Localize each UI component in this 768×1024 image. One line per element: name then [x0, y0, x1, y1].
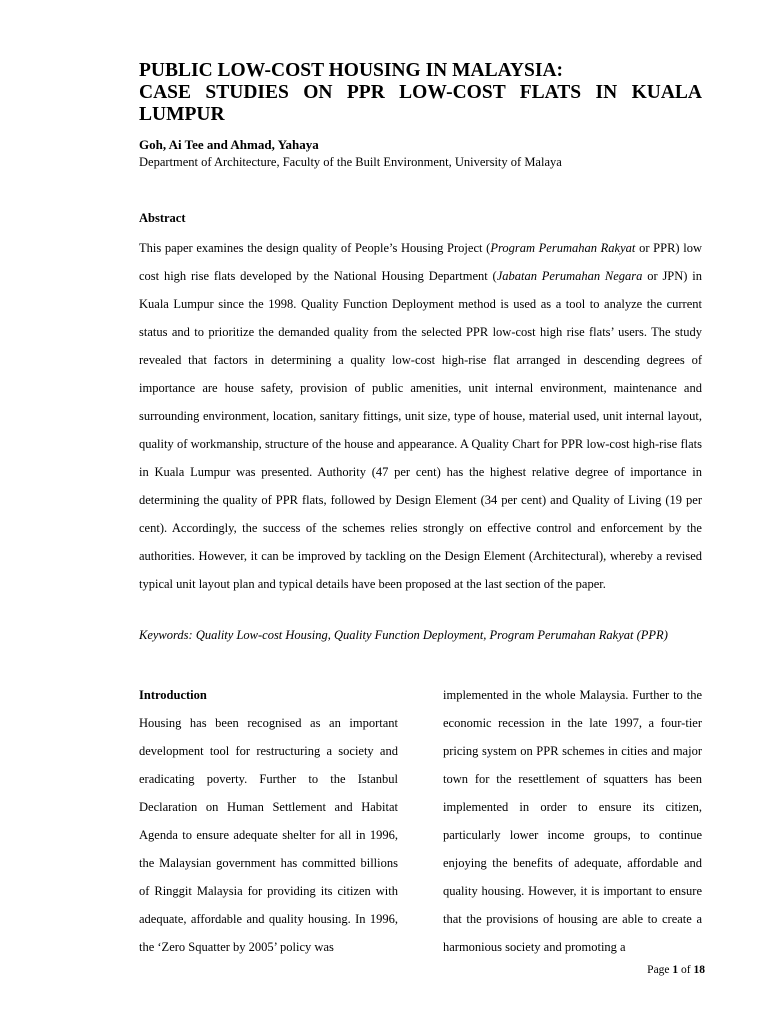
intro-column-left	[139, 681, 398, 961]
abstract-text-1: This paper examines the design quality of People’s Housing Project (	[139, 241, 491, 255]
introduction-heading: Introduction	[139, 688, 207, 702]
intro-column-right	[443, 681, 702, 961]
title-line-2: CASE STUDIES ON PPR LOW-COST FLATS IN KUALA	[139, 82, 702, 103]
title-line-1: PUBLIC LOW-COST HOUSING IN MALAYSIA:	[139, 60, 564, 81]
abstract-italic-jpn: Jabatan Perumahan Negara	[496, 269, 643, 283]
abstract-text-3: or JPN) in Kuala Lumpur since the 1998. Quality Function Deployment method is used as a tool to analyze the current status and to prioritize the demanded quality from the selected PPR low-cost high rise flats’ users. The study revealed that factors in determining a quality low-cost high-rise flat arranged in descending degrees of importance are house safety, provision of public amenities, unit internal environment, maintenance and surrounding environment, location, sanitary fittings, unit size, type of house, material used, unit internal layout, quality of workmanship, structure of the house and appearance. A Quality Chart for PPR low-cost high-rise flats in Kuala Lumpur was presented. Authority (47 per cent) has the highest relative degree of importance in determining the quality of PPR flats, followed by Design Element (34 per cent) and Quality of Living (19 per cent). Accordingly, the success of the schemes relies strongly on effective control and enforcement by the authorities. However, it can be improved by tackling on the Design Element (Architectural), whereby a revised typical unit layout plan and typical details have been proposed at the last section of the paper.	[139, 269, 702, 591]
authors: Goh, Ai Tee and Ahmad, Yahaya	[139, 137, 319, 152]
page-label: Page	[647, 964, 670, 976]
of-label: of	[681, 964, 691, 976]
page-footer	[647, 963, 705, 977]
total-pages: 18	[693, 964, 705, 976]
abstract-body	[139, 234, 702, 598]
abstract-italic-ppr: Program Perumahan Rakyat	[490, 241, 636, 255]
intro-paragraph-left: Housing has been recognised as an important development tool for restructuring a society and eradicating poverty. Further to the Istanbul Declaration on Human Settlement and Habitat Agenda to ensure adequate shelter for all in 1996, the Malaysian government has committed billions of Ringgit Malaysia for providing its citizen with adequate, affordable and quality housing. In 1996, the ‘Zero Squatter by 2005’ policy was	[139, 716, 398, 954]
intro-paragraph-right: implemented in the whole Malaysia. Further to the economic recession in the late 1997, a four-tier pricing system on PPR schemes in cities and major town for the resettlement of squatters has been implemented in order to ensure its citizen, particularly lower income groups, to continue enjoying the benefits of adequate, affordable and quality housing. However, it is important to ensure that the provisions of housing are able to create a harmonious society and promoting a	[443, 688, 702, 954]
paper-title	[139, 60, 702, 126]
title-line-3: LUMPUR	[139, 104, 225, 125]
affiliation: Department of Architecture, Faculty of the Built Environment, University of Malaya	[139, 155, 562, 169]
abstract-heading: Abstract	[139, 211, 186, 225]
keywords: Keywords: Quality Low-cost Housing, Quality Function Deployment, Program Perumahan Rakyat (PPR)	[139, 628, 668, 642]
abstract-text-2: or PPR) low cost high rise flats developed by the National Housing Department (	[139, 241, 702, 283]
page-number: 1	[672, 964, 679, 976]
